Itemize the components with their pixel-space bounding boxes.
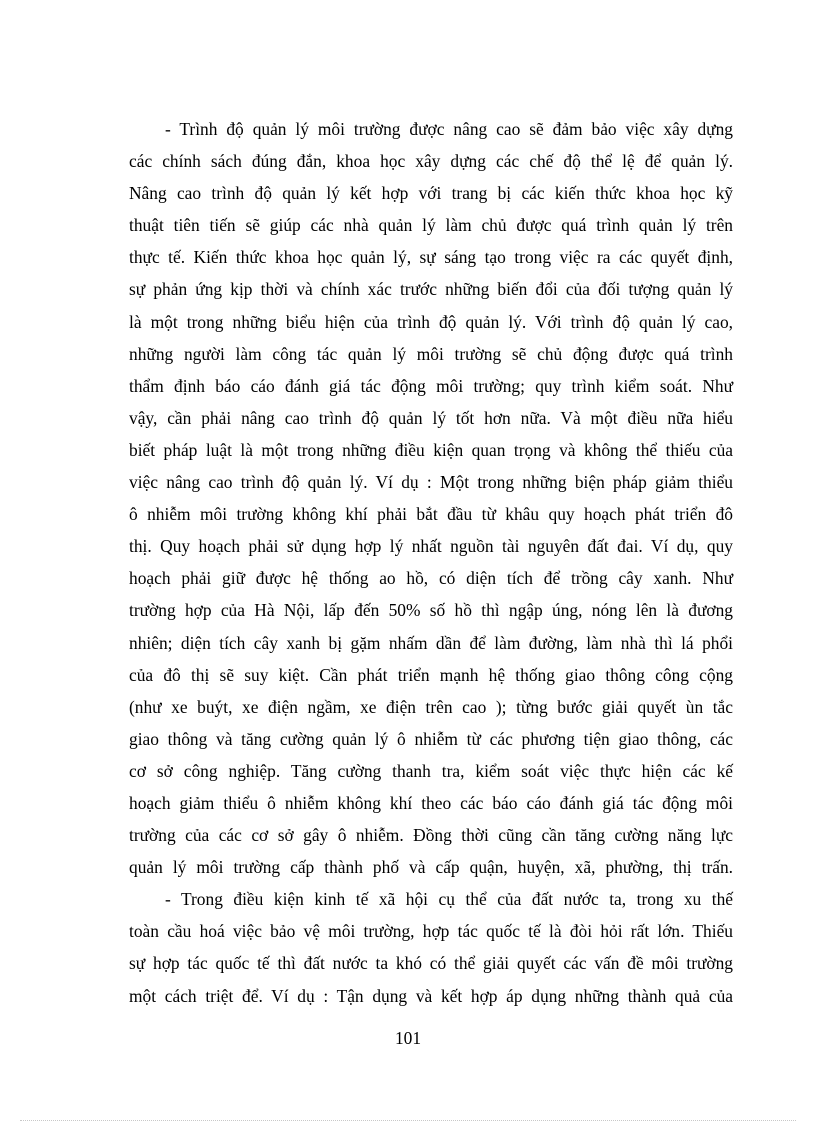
text-line: thực tế. Kiến thức khoa học quản lý, sự sáng tạo trong việc ra các quyết định, [129,247,733,268]
text-line: (như xe buýt, xe điện ngầm, xe điện trên cao ); từng bước giải quyết ùn tắc [129,696,733,717]
text-line: Nâng cao trình độ quản lý kết hợp với trang bị các kiến thức khoa học kỹ [129,183,733,204]
text-line: những người làm công tác quản lý môi trường sẽ chủ động được quá trình [129,343,733,364]
page-number: 101 [394,1028,422,1048]
text-line: trường hợp của Hà Nội, lấp đến 50% số hồ thì ngập úng, nóng lên là đương [129,600,733,621]
footer-divider [20,1120,796,1121]
paragraph-1 [129,113,733,883]
text-line: nhiên; diện tích cây xanh bị gặm nhấm dần để làm đường, làm nhà thì lá phổi [129,632,733,653]
text-line: việc nâng cao trình độ quản lý. Ví dụ : Một trong những biện pháp giảm thiểu [129,472,733,493]
text-line: một cách triệt để. Ví dụ : Tận dụng và kết hợp áp dụng những thành quả của [129,985,733,1006]
text-line: là một trong những biểu hiện của trình độ quản lý. Với trình độ quản lý cao, [129,311,733,332]
text-line: toàn cầu hoá việc bảo vệ môi trường, hợp tác quốc tế là đòi hỏi rất lớn. Thiếu [129,921,733,942]
text-line: thuật tiên tiến sẽ giúp các nhà quản lý làm chủ được quá trình quản lý trên [129,215,733,236]
text-line: cơ sở công nghiệp. Tăng cường thanh tra, kiểm soát việc thực hiện các kế [129,760,733,781]
text-line: hoạch phải giữ được hệ thống ao hồ, có diện tích để trồng cây xanh. Như [129,568,733,589]
text-line: hoạch giảm thiểu ô nhiễm không khí theo các báo cáo đánh giá tác động môi [129,792,733,813]
text-line: giao thông và tăng cường quản lý ô nhiễm từ các phương tiện giao thông, các [129,728,733,749]
text-line: sự hợp tác quốc tế thì đất nước ta khó có thể giải quyết các vấn đề môi trường [129,953,733,974]
text-line: quản lý môi trường cấp thành phố và cấp quận, huyện, xã, phường, thị trấn. [129,857,733,878]
text-line: - Trong điều kiện kinh tế xã hội cụ thể của đất nước ta, trong xu thế [165,889,733,910]
text-line: trường của các cơ sở gây ô nhiễm. Đồng thời cũng cần tăng cường năng lực [129,825,733,846]
text-line: thị. Quy hoạch phải sử dụng hợp lý nhất nguồn tài nguyên đất đai. Ví dụ, quy [129,536,733,557]
text-line: của đô thị sẽ suy kiệt. Cần phát triển mạnh hệ thống giao thông công cộng [129,664,733,685]
body-text [129,113,733,1012]
paragraph-2 [129,883,733,1011]
text-line: - Trình độ quản lý môi trường được nâng cao sẽ đảm bảo việc xây dựng [165,119,733,139]
text-line: các chính sách đúng đắn, khoa học xây dựng các chế độ thể lệ để quản lý. [129,151,733,172]
text-line: vậy, cần phải nâng cao trình độ quản lý tốt hơn nữa. Và một điều nữa hiểu [129,407,733,428]
text-line: biết pháp luật là một trong những điều kiện quan trọng và không thể thiếu của [129,439,733,460]
text-line: thẩm định báo cáo đánh giá tác động môi trường; quy trình kiểm soát. Như [129,375,733,396]
text-line: sự phản ứng kịp thời và chính xác trước những biến đổi của đối tượng quản lý [129,279,733,300]
text-line: ô nhiễm môi trường không khí phải bắt đầu từ khâu quy hoạch phát triển đô [129,504,733,525]
